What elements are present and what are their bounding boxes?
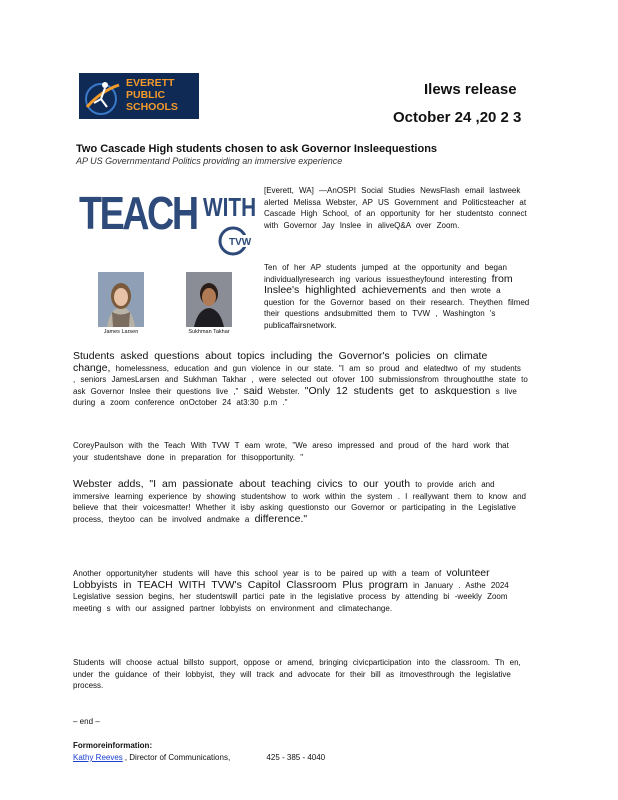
subhead: AP US Governmentand Politics providing an immersive experience bbox=[76, 156, 343, 166]
photo-james-larsen bbox=[98, 272, 144, 327]
contact-label: Formoreinformation: bbox=[73, 741, 153, 750]
photo-caption: Sukhman Takhar bbox=[188, 329, 230, 335]
tvw-badge-text: TVW bbox=[229, 237, 252, 248]
contact-role: , Director of Communications, bbox=[124, 753, 231, 762]
tvw-quote-paragraph: CoreyPaulson with the Teach With TVW T eam wrote, "We areso impressed and proud of the hard work that your studentshave done in preparation for thisopportunity. " bbox=[73, 441, 509, 462]
lobbyists-paragraph: Another opportunityher students will have this school year is to be paired up with a team of volunteer Lobbyists in TEACH WITH TVW's Capitol Classroom Plus program in January . Asthe 2024 Legislative session begins, her studentswill partici pate in the legislative process by attending bi -weekly Zoom meeting s with our assigned partner lobbyists on environment and climatechange. bbox=[73, 567, 509, 613]
contact-name-link[interactable]: Kathy Reeves bbox=[73, 753, 123, 762]
webster-quote-paragraph: Webster adds, "I am passionate about teaching civics to our youth to provide arich and immersive learning experience by showing studentshow to work within the system . I reallywant them to know and believe that their voicesmatter! Whether it isby asking questionsto our Governor or participating in the Legislative process, theytoo can be involved andmake a difference." bbox=[73, 478, 526, 525]
end-marker: – end – bbox=[73, 717, 100, 726]
district-logo bbox=[79, 73, 199, 119]
teach-word: TEACH bbox=[79, 187, 197, 239]
headline: Two Cascade High students chosen to ask Governor Insleequestions bbox=[76, 143, 438, 155]
logo-text: EVERETT PUBLIC SCHOOLS bbox=[126, 77, 178, 113]
bills-paragraph: Students will choose actual billsto support, oppose or amend, bringing civicparticipation into the classroom. Th en, under the guidance of their lobbyist, they will track and advocate for their bill as itmovesthrough the legislative process. bbox=[73, 658, 521, 690]
teach-with-tvw-logo bbox=[79, 186, 259, 266]
contact-phone: 425 - 385 - 4040 bbox=[266, 753, 326, 762]
questions-paragraph: Students asked questions about topics including the Governor's policies on climate change, homelessness, education and gun violence in our state. "I am so proud and elatedtwo of my students , seniors JamesLarsen and Sukhman Takhar , were selected out ofover 100 submissionsfrom throughoutthe state to ask Governor Inslee their questions live ," said Webster. "Only 12 students get to askquestion s live during a zoom conference onOctober 24 at3:30 p.m ." bbox=[73, 350, 528, 407]
photo-sukhman-takhar bbox=[186, 272, 232, 327]
release-date: October 24 ,20 2 3 bbox=[393, 109, 522, 126]
contact-line bbox=[73, 752, 325, 763]
photo-caption: James Larsen bbox=[103, 329, 139, 335]
with-word: WITH bbox=[203, 192, 257, 222]
intro-paragraph: [Everett, WA] —AnOSPI Social Studies NewsFlash email lastweek alerted Melissa Webster, AP US Government and Politicsteacher at Cascade High School, of an opportunity for her studentsto connect with Governor Jay Inslee in aliveQ&A over Zoom. bbox=[264, 186, 527, 230]
research-paragraph: Ten of her AP students jumped at the opportunity and began individuallyresearch ing various issuestheyfound interesting from Inslee's highlighted achievements and then wrote a question for the Governor based on their research. Theythen filmed their questions andsubmitted them to TVW , Washington 's publicaffairsnetwork. bbox=[264, 263, 530, 330]
tvw-badge-icon bbox=[215, 224, 259, 256]
news-release-label: Ilews release bbox=[424, 81, 517, 98]
